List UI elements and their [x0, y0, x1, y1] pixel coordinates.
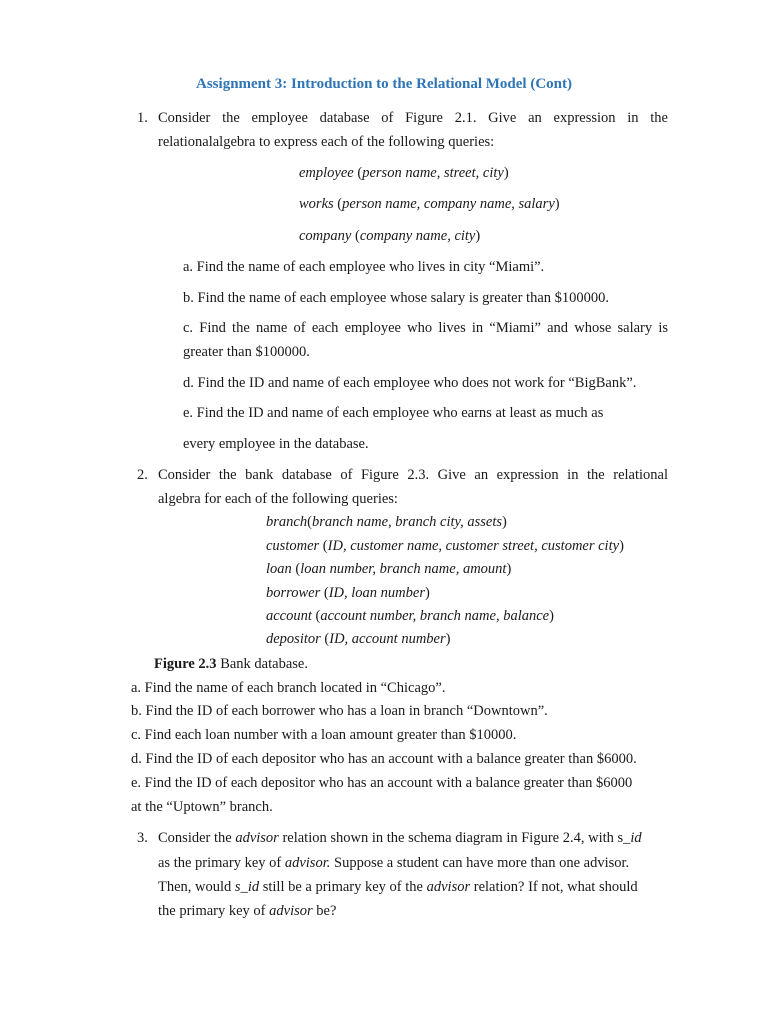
figure-caption: [154, 656, 308, 673]
question-2-number: 2.: [137, 467, 148, 483]
question-3-line-4: the primary key of advisor be?: [158, 903, 337, 919]
question-3-number: 3.: [137, 830, 148, 846]
schema-customer: customer (ID, customer name, customer street, customer city): [266, 538, 624, 554]
question-1b: b. Find the name of each employee whose salary is greater than $100000.: [183, 290, 610, 306]
schema-account: account (account number, branch name, balance): [266, 608, 554, 624]
question-1e-line-2: every employee in the database.: [183, 436, 369, 452]
question-2c: c. Find each loan number with a loan amount greater than $10000.: [131, 727, 517, 743]
question-1c-line-1: c. Find the name of each employee who lives in “Miami” and whose salary is: [183, 320, 668, 336]
schema-works: works (person name, company name, salary): [299, 196, 560, 212]
question-1-number: 1.: [137, 110, 148, 126]
schema-depositor: depositor (ID, account number): [266, 631, 451, 647]
question-2-line-2: algebra for each of the following queries:: [158, 491, 398, 507]
question-3-line-2: as the primary key of advisor. Suppose a student can have more than one advisor.: [158, 855, 630, 871]
question-1a: a. Find the name of each employee who lives in city “Miami”.: [183, 259, 545, 275]
question-2b: b. Find the ID of each borrower who has a loan in branch “Downtown”.: [131, 703, 548, 719]
question-3-line-1: Consider the advisor relation shown in the schema diagram in Figure 2.4, with s_id: [158, 830, 642, 846]
question-2a: a. Find the name of each branch located in “Chicago”.: [131, 680, 446, 696]
question-2e-line-1: e. Find the ID of each depositor who has an account with a balance greater than $6000: [131, 775, 633, 791]
question-1e-line-1: e. Find the ID and name of each employee who earns at least as much as: [183, 405, 604, 421]
question-2-line-1: Consider the bank database of Figure 2.3. Give an expression in the relational: [158, 467, 668, 483]
question-1d: d. Find the ID and name of each employee who does not work for “BigBank”.: [183, 375, 637, 391]
question-3-line-3: Then, would s_id still be a primary key of the advisor relation? If not, what should: [158, 879, 638, 895]
schema-branch: branch(branch name, branch city, assets): [266, 514, 507, 530]
figure-label: Figure 2.3: [154, 656, 217, 672]
schema-company: company (company name, city): [299, 228, 481, 244]
schema-employee: employee (person name, street, city): [299, 165, 509, 181]
question-2e-line-2: at the “Uptown” branch.: [131, 799, 273, 815]
question-1-line-1: Consider the employee database of Figure 2.1. Give an expression in the: [158, 110, 668, 126]
schema-borrower: borrower (ID, loan number): [266, 585, 430, 601]
question-1c-line-2: greater than $100000.: [183, 344, 310, 360]
assignment-title: Assignment 3: Introduction to the Relational Model (Cont): [196, 76, 572, 92]
question-1-line-2: relationalalgebra to express each of the following queries:: [158, 134, 495, 150]
figure-caption-text: Bank database.: [216, 656, 308, 672]
schema-loan: loan (loan number, branch name, amount): [266, 561, 512, 577]
question-2d: d. Find the ID of each depositor who has an account with a balance greater than $6000.: [131, 751, 637, 767]
